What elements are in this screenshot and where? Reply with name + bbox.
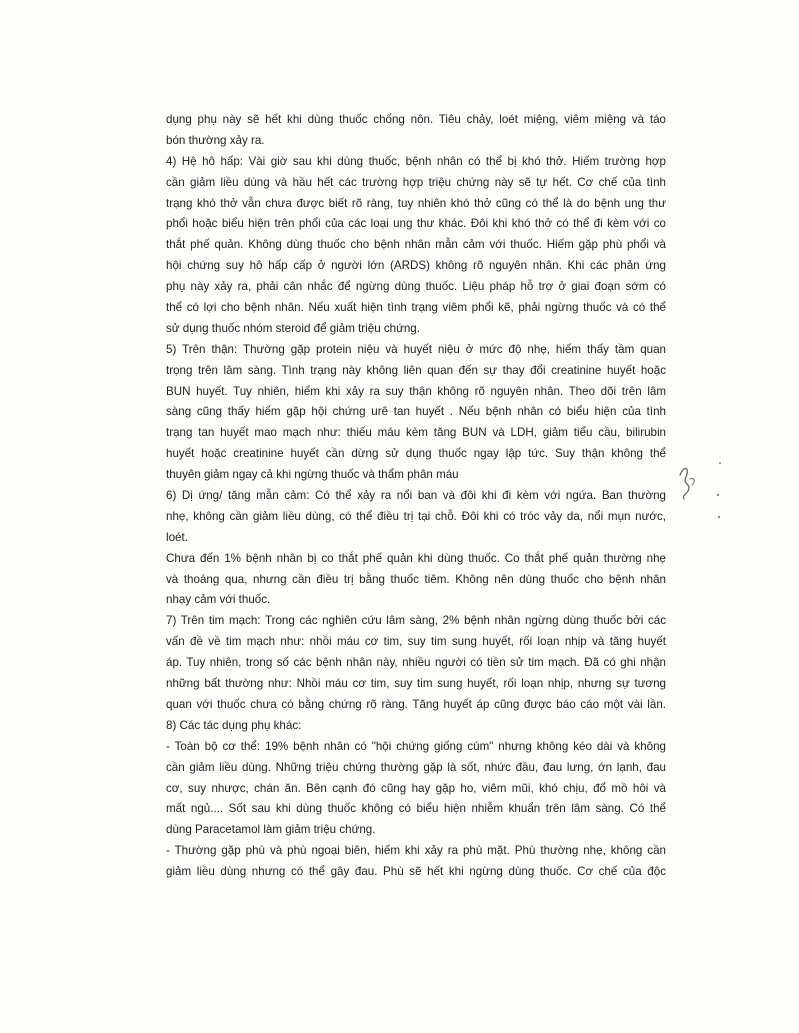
- text-line: trạng khó thở vẫn chưa được biết rõ ràng, tuy nhiên khó thở cũng có thể là do bệnh ung thư: [166, 196, 666, 210]
- text-line: cơ, suy nhược, chán ăn. Bên cạnh đó cũng hay gặp ho, viêm mũi, khó chịu, đổ mồ hôi và: [166, 781, 666, 795]
- text-line: những bất thường như: Nhồi máu cơ tim, suy tim sung huyết, rối loạn nhịp, nhưng sự tương: [166, 677, 666, 691]
- text-line: cần giảm liều dùng. Những triệu chứng thường gặp là sốt, nhức đầu, đau lưng, ớn lạnh, đau: [166, 760, 666, 774]
- text-line: vấn đề về tim mạch như: nhồi máu cơ tim, suy tim sung huyết, rối loạn nhịp và tăng huyết: [166, 635, 666, 649]
- text-line: áp. Tuy nhiên, trong số các bệnh nhân này, nhiều người có tiền sử tim mạch. Đã có ghi nhận: [166, 656, 666, 670]
- text-line: cần giảm liều dùng và hầu hết các trường hợp triệu chứng này sẽ tự hết. Cơ chế của tình: [166, 175, 666, 189]
- text-line: nhạy cảm với thuốc.: [166, 593, 271, 607]
- text-line: mất ngủ.... Sốt sau khi dùng thuốc không có biểu hiện nhiễm khuẩn trên lâm sàng. Có thể: [166, 802, 666, 816]
- text-line: quan với thuốc chưa có bằng chứng rõ ràng. Tăng huyết áp cũng được báo cáo một vài lần.: [166, 697, 666, 711]
- handwritten-mark: [670, 455, 730, 535]
- text-line: hội chứng suy hô hấp cấp ở người lớn (ARDS) không rõ nguyên nhân. Khi các phản ứng: [166, 259, 666, 273]
- document-body: [166, 110, 666, 883]
- text-line: 6) Dị ứng/ tăng mẫn cảm: Có thể xảy ra nổi ban và đôi khi đi kèm với ngứa. Ban thường: [166, 489, 666, 503]
- text-line: nhẹ, không cần giảm liều dùng, có thể điều trị tại chỗ. Đôi khi có tróc vảy da, nổi mụn nước,: [166, 509, 666, 523]
- text-line: bón thường xảy ra.: [166, 133, 265, 147]
- text-line: sử dụng thuốc nhóm steroid để giảm triệu chứng.: [166, 321, 420, 335]
- text-line: phổi hoặc biểu hiện trên phổi của các loại ung thư khác. Đôi khi khó thở có thể đi kèm với co: [166, 217, 666, 231]
- text-line: phụ này xảy ra, phải cân nhắc để ngừng dùng thuốc. Liệu pháp hỗ trợ ở giai đoạn sớm có: [166, 280, 666, 294]
- text-line: 5) Trên thận: Thường gặp protein niệu và huyết niệu ở mức độ nhẹ, hiếm thấy tầm quan: [166, 342, 666, 356]
- text-line: thắt phế quản. Không dùng thuốc cho bệnh nhân mẫn cảm với thuốc. Hiếm gặp phù phổi và: [166, 238, 666, 252]
- text-line: 8) Các tác dụng phụ khác:: [166, 718, 302, 732]
- text-line: thuyên giảm ngay cả khi ngừng thuốc và thẩm phân máu: [166, 468, 459, 482]
- text-line: - Thường gặp phù và phù ngoại biên, hiếm khi xảy ra phù mặt. Phù thường nhẹ, không cần: [166, 844, 666, 858]
- text-line: và thoáng qua, nhưng cần điều trị bằng thuốc tiêm. Không nên dùng thuốc cho bệnh nhân: [166, 572, 666, 586]
- text-line: thể có lợi cho bệnh nhân. Nếu xuất hiện tình trạng viêm phổi kẽ, phải ngừng thuốc và có thể: [166, 301, 666, 315]
- text-line: Chưa đến 1% bệnh nhân bị co thắt phế quản khi dùng thuốc. Co thắt phế quản thường nhẹ: [166, 551, 666, 565]
- text-line: sàng cũng thấy hiếm gặp hội chứng urê tan huyết . Nếu bệnh nhân có biểu hiện của tình: [166, 405, 666, 419]
- text-line: - Toàn bộ cơ thể: 19% bệnh nhân có "hội chứng giống cúm" nhưng không kéo dài và không: [166, 739, 666, 753]
- text-line: trạng tan huyết mao mạch như: thiếu máu kèm tăng BUN và LDH, giảm tiểu cầu, bilirubin: [166, 426, 666, 440]
- text-line: 7) Trên tim mạch: Trong các nghiên cứu lâm sàng, 2% bệnh nhân ngừng dùng thuốc bởi các: [166, 614, 666, 628]
- text-line: trọng trên lâm sàng. Tình trạng này không liên quan đến sự thay đổi creatinine huyết hoặc: [166, 363, 666, 377]
- text-line: BUN huyết. Tuy nhiên, hiếm khi xảy ra suy thận không rõ nguyên nhân. Theo dõi trên lâm: [166, 384, 666, 398]
- text-line: 4) Hệ hô hấp: Vài giờ sau khi dùng thuốc, bệnh nhân có thể bị khó thở. Hiếm trường hợp: [166, 154, 666, 168]
- text-line: dụng phụ này sẽ hết khi dùng thuốc chống nôn. Tiêu chảy, loét miệng, viêm miệng và táo: [166, 113, 666, 126]
- text-line: giảm liều dùng nhưng có thể gây đau. Phù sẽ hết khi ngừng dùng thuốc. Cơ chế của độc: [166, 865, 666, 879]
- text-line: huyết hoặc creatinine huyết cần dừng sử dụng thuốc ngay lập tức. Suy thận không thể: [166, 447, 666, 461]
- text-line: dùng Paracetamol làm giảm triệu chứng.: [166, 823, 376, 837]
- text-line: loét.: [166, 530, 188, 544]
